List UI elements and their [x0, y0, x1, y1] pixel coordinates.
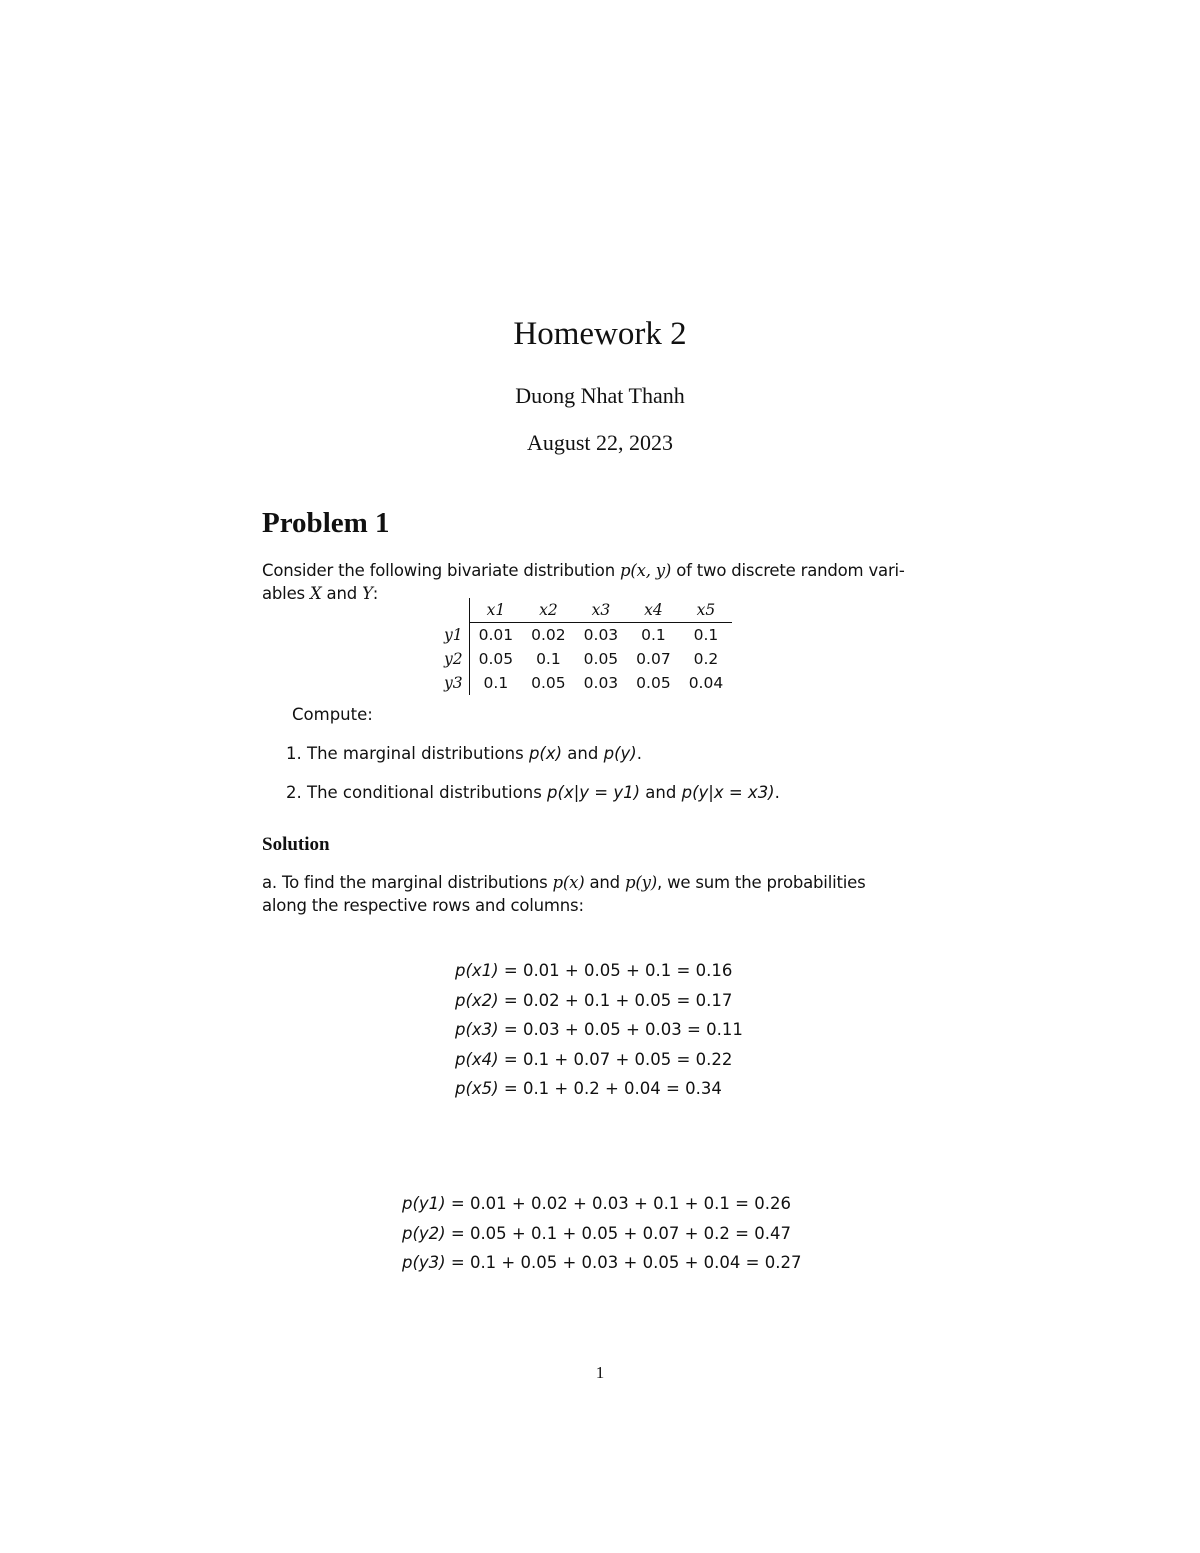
table-cell: 0.1 — [641, 626, 666, 644]
document-title: Homework 2 — [513, 316, 687, 352]
task-math: p(x) — [528, 744, 563, 763]
table-column-header: x3 — [575, 598, 628, 623]
equation-line: p(x2) = 0.02 + 0.1 + 0.05 = 0.17 — [455, 990, 733, 1010]
table-cell: 0.05 — [478, 650, 514, 668]
table-cell: 0.03 — [583, 626, 619, 644]
bivariate-distribution-table — [440, 598, 732, 695]
table-column-header: x5 — [680, 598, 733, 623]
task-math: p(y|x = x3) — [681, 783, 775, 802]
task-text: The marginal distributions — [307, 744, 529, 763]
table-cell: 0.1 — [483, 674, 509, 692]
task-item-2 — [286, 783, 780, 802]
table-cell: 0.03 — [583, 674, 619, 692]
task-text: . — [774, 783, 780, 802]
intro-math-x: X — [309, 584, 322, 603]
table-column-header: x2 — [522, 598, 575, 623]
table-row-header: y2 — [440, 647, 469, 671]
table-header-row — [440, 598, 732, 623]
table-cell: 0.02 — [531, 626, 566, 644]
task-item-1 — [286, 744, 642, 763]
equation-line: p(y1) = 0.01 + 0.02 + 0.03 + 0.1 + 0.1 = 0.26 — [402, 1194, 791, 1213]
equation-line: p(x4) = 0.1 + 0.07 + 0.05 = 0.22 — [455, 1049, 733, 1069]
intro-text-and: and — [321, 584, 363, 603]
equation-line: p(x5) = 0.1 + 0.2 + 0.04 = 0.34 — [455, 1079, 722, 1098]
equation-line: p(x3) = 0.03 + 0.05 + 0.03 = 0.11 — [455, 1020, 743, 1039]
table-corner-cell — [440, 598, 469, 623]
table-column-header: x1 — [469, 598, 522, 623]
table-row-header: y1 — [440, 623, 469, 648]
table-cell: 0.04 — [688, 674, 724, 692]
intro-math-y: Y — [362, 584, 373, 603]
intro-text-2: of two discrete random vari- — [671, 561, 905, 580]
intro-text-3: ables — [262, 584, 310, 603]
table-cell: 0.05 — [583, 650, 619, 668]
task-math: p(x|y = y1) — [547, 783, 641, 802]
table-cell: 0.01 — [478, 626, 514, 644]
table-cell: 0.05 — [636, 674, 671, 692]
task-text: . — [636, 744, 642, 763]
equation-line: p(y2) = 0.05 + 0.1 + 0.05 + 0.07 + 0.2 = 0.47 — [402, 1223, 791, 1243]
solution-math: p(x) — [552, 873, 585, 892]
table-cell: 0.05 — [531, 674, 566, 692]
task-math: p(y) — [603, 744, 637, 763]
table-cell: 0.1 — [693, 626, 719, 644]
marginal-y-equations — [402, 1189, 801, 1278]
solution-text: , we sum the probabilities — [656, 873, 866, 892]
solution-text: along the respective rows and columns: — [262, 896, 584, 915]
equation-line: p(y3) = 0.1 + 0.05 + 0.03 + 0.05 + 0.04 = 0.27 — [402, 1253, 802, 1272]
intro-math-pxy: p(x, y) — [620, 561, 672, 580]
solution-text: and — [584, 873, 626, 892]
task-text: and — [640, 783, 682, 802]
table-cell: 0.2 — [693, 650, 719, 668]
equation-line: p(x1) = 0.01 + 0.05 + 0.1 = 0.16 — [455, 961, 733, 980]
task-number: 1. — [286, 744, 302, 763]
marginal-x-equations — [455, 956, 743, 1104]
table-row — [440, 623, 732, 648]
task-text: and — [562, 744, 604, 763]
task-number: 2. — [286, 783, 302, 802]
document-date: August 22, 2023 — [526, 430, 674, 455]
intro-text-1: Consider the following bivariate distribution — [262, 561, 621, 580]
page-number: 1 — [595, 1363, 605, 1382]
solution-heading: Solution — [262, 834, 330, 855]
table-row-header: y3 — [440, 671, 469, 695]
table-cell: 0.07 — [636, 650, 671, 668]
solution-paragraph — [262, 871, 938, 917]
compute-label: Compute: — [292, 705, 373, 724]
section-heading-problem-1: Problem 1 — [262, 507, 390, 539]
author-name: Duong Nhat Thanh — [515, 383, 685, 408]
task-text: The conditional distributions — [307, 783, 548, 802]
solution-math: p(y) — [625, 873, 657, 892]
solution-text: a. To find the marginal distributions — [262, 873, 553, 892]
intro-text-colon: : — [372, 584, 379, 603]
table-row — [440, 671, 732, 695]
table-cell: 0.1 — [536, 650, 561, 668]
table-row — [440, 647, 732, 671]
table-column-header: x4 — [627, 598, 680, 623]
